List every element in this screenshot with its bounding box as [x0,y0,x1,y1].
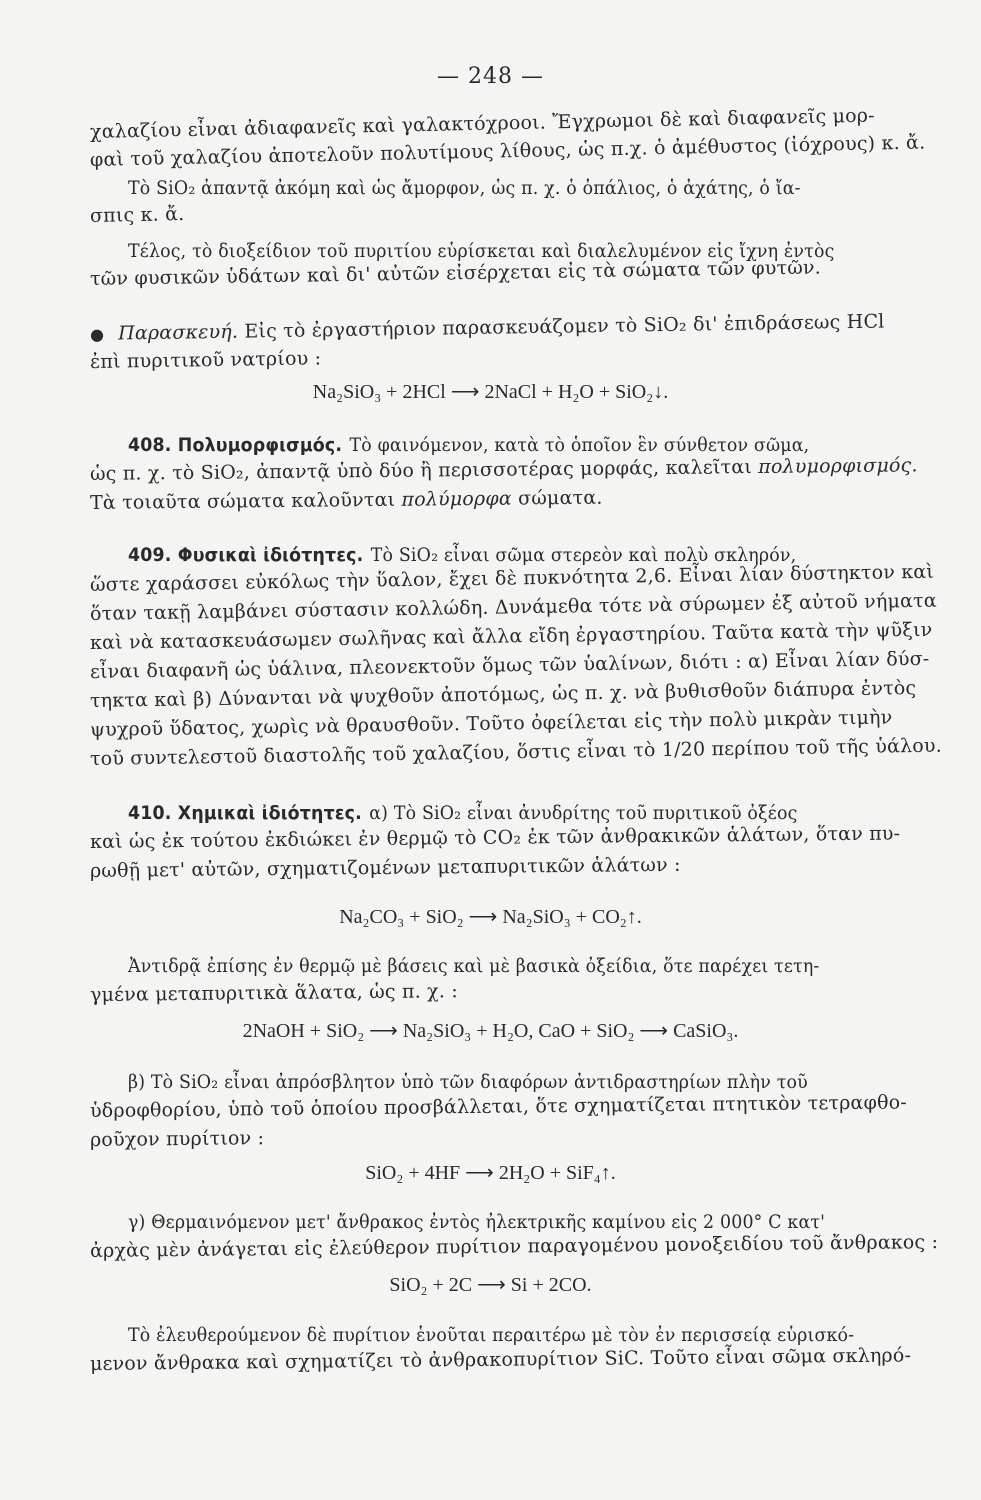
text-line [128,433,914,457]
section-label-preparation: Παρασκευή. [117,320,239,345]
text-line: σπις κ. ἄ. [89,203,185,227]
text-line: χαλαζίου εἶναι ἀδιαφανεῖς καὶ γαλακτόχροοι. Ἔγχρωμοι δὲ καὶ διαφανεῖς μορ- [89,104,875,143]
text-line: Τέλος, τὸ διοξείδιον τοῦ πυριτίου εὑρίσκεται καὶ διαλελυμένον εἰς ἴχνη ἐντὸς [128,240,835,262]
text-span: Τὸ SiO₂ εἶναι σῶμα στερεὸν καὶ πολὺ σκληρόν, [370,544,797,566]
text-line: γμένα μεταπυριτικὰ ἅλατα, ὡς π. χ. : [89,980,459,1006]
text-line: φαὶ τοῦ χαλαζίου ἀποτελοῦν πολυτίμους λίθους, ὡς π.χ. ὁ ἀμέθυστος (ἰόχρους) κ. ἄ. [89,131,926,171]
text-line: ὅταν τακῇ λαμβάνει σύστασιν κολλώδη. Δυνάμεθα τότε νὰ σύρωμεν ἐξ αὐτοῦ νήματα [89,589,937,625]
text-line: ὑδροφθορίου, ὑπὸ τοῦ ὁποίου προσβάλλεται, ὅτε σχηματίζεται πτητικὸν τετραφθο- [89,1091,908,1122]
page-number: — 248 — [437,64,544,89]
text-span: σώματα. [518,486,603,510]
text-line: εἶναι διαφανῆ ὡς ὑάλινα, πλεονεκτοῦν ὅμως τῶν ὑαλίνων, διότι : α) Εἶναι λίαν δύσ- [89,647,930,683]
text-line: Ἀντιδρᾷ ἐπίσης ἐν θερμῷ μὲ βάσεις καὶ μὲ βασικὰ ὀξείδια, ὅτε παρέχει τετη- [128,955,820,977]
chemical-equation: Na₂SiO₃ + 2HCl ⟶ 2NaCl + H₂O + SiO₂↓. [312,381,669,403]
text-line: ὥστε χαράσσει εὐκόλως τὴν ὕαλον, ἔχει δὲ πυκνότητα 2,6. Εἶναι λίαν δύστηκτον καὶ [89,560,935,596]
section-heading-409: 409. Φυσικαὶ ἰδιότητες. [128,544,364,566]
text-line: β) Τὸ SiO₂ εἶναι ἀπρόσβλητον ὑπὸ τῶν διαφόρων ἀντιδραστηρίων πλὴν τοῦ [128,1071,808,1093]
text-line: ἐπὶ πυριτικοῦ νατρίου : [89,347,322,373]
text-line: γ) Θερμαινόμενον μετ' ἄνθρακος ἐντὸς ἠλεκτρικῆς καμίνου εἰς 2 000° C κατ' [128,1211,826,1233]
chemical-equation: SiO₂ + 4HF ⟶ 2H₂O + SiF₄↑. [365,1162,616,1184]
text-line: τοῦ συντελεστοῦ διαστολῆς τοῦ χαλαζίου, ὅστις εἶναι τὸ 1/20 περίπου τοῦ τῆς ὑάλου. [89,734,943,770]
section-heading-410: 410. Χημικαὶ ἰδιότητες. [128,802,362,824]
text-line [128,801,914,825]
text-line: ἀρχὰς μὲν ἀνάγεται εἰς ἐλεύθερον πυρίτιον παραγομένου μονοξειδίου τοῦ ἄνθρακος : [89,1231,939,1262]
text-span: Εἰς τὸ ἐργαστήριον παρασκευάζομεν τὸ SiO₂ δι' ἐπιδράσεως HCl [244,310,885,343]
text-line: καὶ νὰ κατασκευάσωμεν σωλῆνας καὶ ἄλλα εἴδη ἐργαστηρίου. Ταῦτα κατὰ τὴν ψῦξιν [89,618,933,654]
text-line: ρωθῇ μετ' αὐτῶν, σχηματιζομένων μεταπυριτικῶν ἁλάτων : [89,853,681,882]
text-span: ὡς π. χ. τὸ SiO₂, ἀπαντᾷ ὑπὸ δύο ἢ περισσοτέρας μορφάς, καλεῖται [89,456,753,485]
section-heading-408: 408. Πολυμορφισμός. [128,434,343,456]
term-polymorphic: πολύμορφα [401,487,512,511]
bullet-icon: ● [89,324,105,344]
text-line: καὶ ὡς ἐκ τούτου ἐκδιώκει ἐν θερμῷ τὸ CO₂ ἐκ τῶν ἀνθρακικῶν ἁλάτων, ὅταν πυ- [89,822,901,853]
chemical-equation: 2NaOH + SiO₂ ⟶ Na₂SiO₃ + H₂O, CaO + SiO₂ ⟶ CaSiO₃. [242,1020,739,1042]
text-line: μενον ἄνθρακα καὶ σχηματίζει τὸ ἀνθρακοπυρίτιον SiC. Τοῦτο εἶναι σῶμα σκληρό- [89,1344,912,1375]
text-line [90,482,950,515]
text-span: Τὰ τοιαῦτα σώματα καλοῦνται [89,488,396,514]
text-line: ψυχροῦ ὕδατος, χωρὶς νὰ θραυσθοῦν. Τοῦτο ὀφείλεται εἰς τὴν πολὺ μικρὰν τιμὴν [89,706,893,741]
term-polymorphism: πολυμορφισμός. [758,454,918,479]
text-line: τῶν φυσικῶν ὑδάτων καὶ δι' αὐτῶν εἰσέρχεται εἰς τὰ σώματα τῶν φυτῶν. [89,256,822,290]
text-line: τηκτα καὶ β) Δύνανται νὰ ψυχθοῦν ἀποτόμως, ὡς π. χ. νὰ βυθισθοῦν διάπυρα ἐντὸς [89,677,917,712]
text-line: Τὸ ἐλευθερούμενον δὲ πυρίτιον ἑνοῦται περαιτέρω μὲ τὸν ἐν περισσείᾳ εὑρισκό- [128,1324,855,1346]
text-span: α) Τὸ SiO₂ εἶναι ἀνυδρίτης τοῦ πυριτικοῦ ὀξέος [369,802,798,824]
chemical-equation: Na₂CO₃ + SiO₂ ⟶ Na₂SiO₃ + CO₂↑. [339,906,642,928]
text-line: Τὸ SiO₂ ἀπαντᾷ ἀκόμη καὶ ὡς ἄμορφον, ὡς π. χ. ὁ ὀπάλιος, ὁ ἀχάτης, ὁ ἴα- [128,177,801,199]
chemical-equation: SiO₂ + 2C ⟶ Si + 2CO. [389,1274,592,1296]
text-line: ροῦχον πυρίτιον : [89,1127,265,1151]
text-span: Τὸ φαινόμενον, κατὰ τὸ ὁποῖον ἓν σύνθετον σῶμα, [349,434,810,456]
text-line [90,453,950,486]
